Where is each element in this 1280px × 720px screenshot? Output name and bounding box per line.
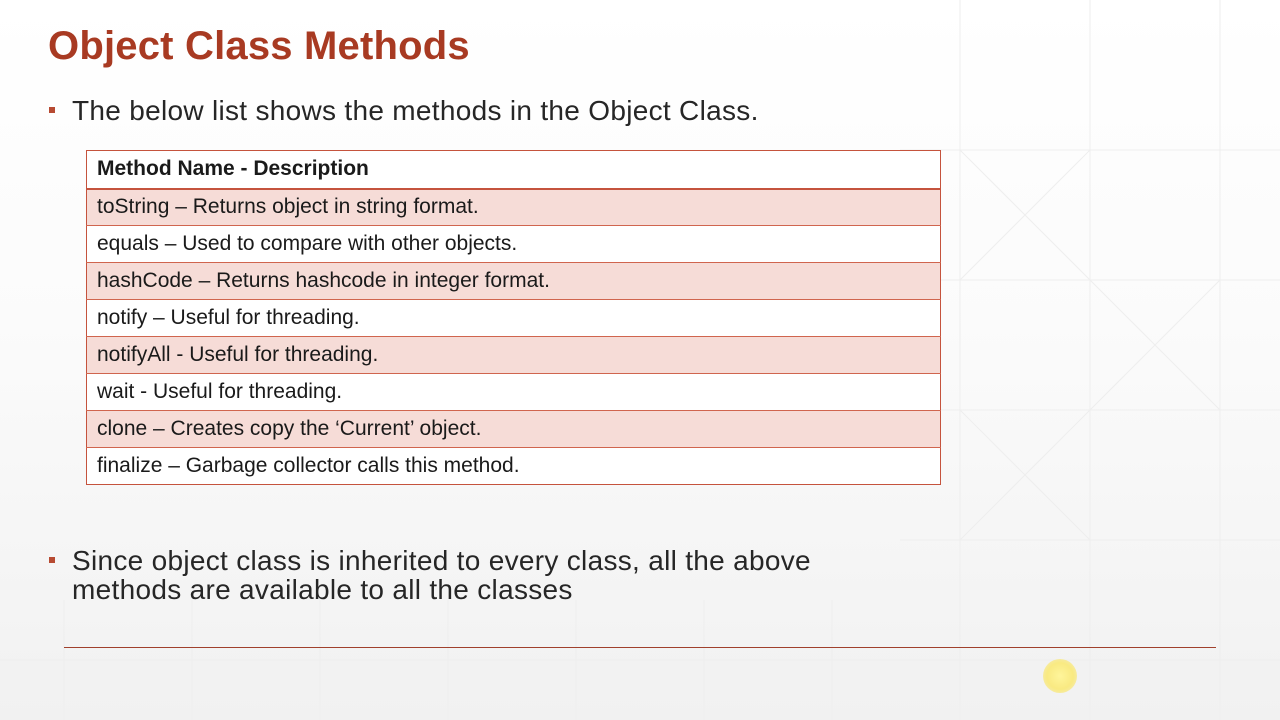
methods-table xyxy=(86,150,941,485)
square-bullet-icon xyxy=(49,557,55,563)
table-row xyxy=(87,263,941,300)
table-row xyxy=(87,226,941,263)
slide-title: Object Class Methods xyxy=(48,24,470,68)
table-cell: equals – Used to compare with other objects. xyxy=(87,226,941,263)
bullet-text: Since object class is inherited to every class, all the above methods are available to all the classes xyxy=(72,545,811,605)
table-cell: notifyAll - Useful for threading. xyxy=(87,337,941,374)
bullet-item xyxy=(48,546,868,604)
table-row xyxy=(87,448,941,485)
footer-divider xyxy=(64,647,1216,648)
table-row xyxy=(87,374,941,411)
table-cell: notify – Useful for threading. xyxy=(87,300,941,337)
table-cell: wait - Useful for threading. xyxy=(87,374,941,411)
table-row xyxy=(87,411,941,448)
bullet-item xyxy=(48,96,948,125)
table-header-cell: Method Name - Description xyxy=(87,151,941,189)
bullet-text: The below list shows the methods in the Object Class. xyxy=(72,95,759,126)
table-row xyxy=(87,189,941,226)
table-cell: finalize – Garbage collector calls this method. xyxy=(87,448,941,485)
table-row xyxy=(87,337,941,374)
table-cell: toString – Returns object in string format. xyxy=(87,189,941,226)
pointer-highlight-icon xyxy=(1043,659,1077,693)
square-bullet-icon xyxy=(49,107,55,113)
table-header-row xyxy=(87,151,941,189)
table-cell: clone – Creates copy the ‘Current’ object. xyxy=(87,411,941,448)
table-cell: hashCode – Returns hashcode in integer format. xyxy=(87,263,941,300)
table-row xyxy=(87,300,941,337)
